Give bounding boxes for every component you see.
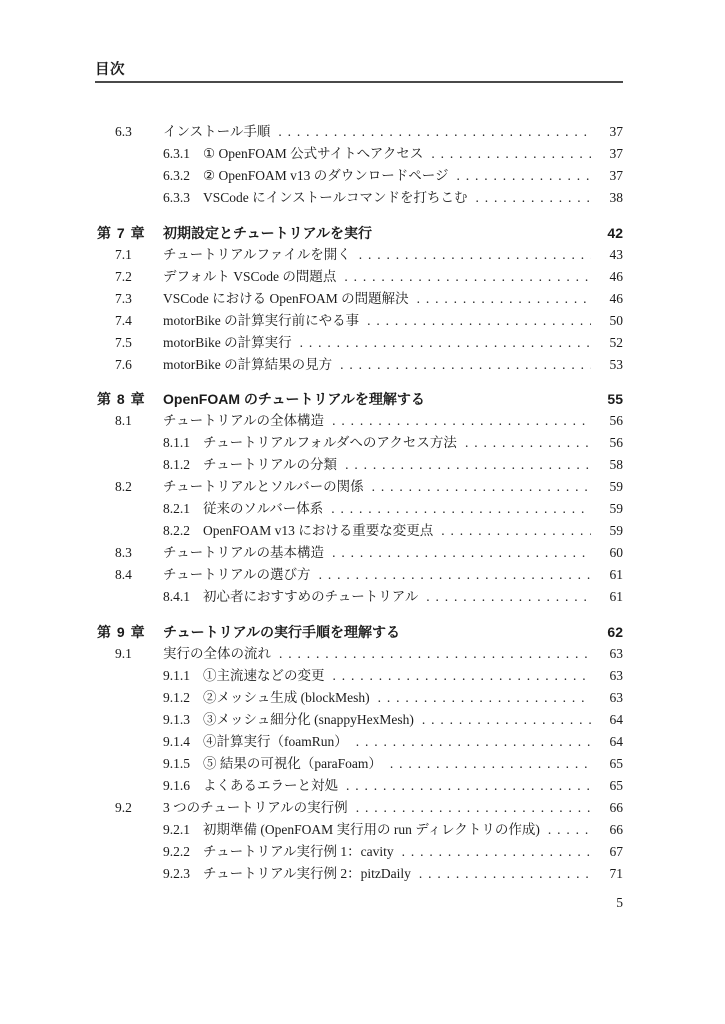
toc-entry-title: チュートリアルファイルを開く xyxy=(163,246,351,262)
toc-entry-page: 60 xyxy=(609,545,623,560)
toc-entry-title: チュートリアルとソルバーの関係 xyxy=(163,479,364,494)
toc-entry-number: 6.3.3 xyxy=(163,190,190,205)
toc-entry[interactable] xyxy=(95,753,623,775)
toc-entry-title: 実行の全体の流れ xyxy=(163,645,271,661)
toc-entry-title: チュートリアルの選び方 xyxy=(163,567,311,582)
toc-entry[interactable] xyxy=(95,143,623,165)
toc-entry[interactable] xyxy=(95,266,623,288)
page-header xyxy=(95,63,623,83)
toc-dot-leader xyxy=(390,753,591,775)
toc-entry-page: 61 xyxy=(609,589,623,604)
toc-entry[interactable] xyxy=(95,498,623,520)
toc-entry-page: 66 xyxy=(609,821,623,837)
toc-entry-page: 50 xyxy=(609,312,623,328)
toc-dot-leader xyxy=(431,143,591,165)
toc-entry-title: ②メッシュ生成 (blockMesh) xyxy=(203,689,370,705)
toc-entry-title: 3 つのチュートリアルの実行例 xyxy=(163,799,348,815)
page-header-title: 目次 xyxy=(95,63,623,83)
toc-dot-leader xyxy=(356,797,591,819)
toc-entry-number: 9.1.2 xyxy=(163,689,190,705)
toc-entry[interactable] xyxy=(95,187,623,209)
toc-entry[interactable] xyxy=(95,819,623,841)
toc-entry[interactable] xyxy=(95,687,623,709)
toc-entry-title: チュートリアル実行例 1：cavity xyxy=(203,843,394,859)
toc-entry[interactable] xyxy=(95,520,623,542)
toc-entry-title: motorBike の計算実行前にやる事 xyxy=(163,312,360,328)
toc-dot-leader xyxy=(331,498,591,520)
toc-entry-number: 8.2 xyxy=(115,479,132,494)
toc-dot-leader xyxy=(333,665,592,687)
toc-entry[interactable] xyxy=(95,775,623,797)
toc-entry-title: VSCode における OpenFOAM の問題解決 xyxy=(163,290,409,306)
toc-entry-number: 9.2 xyxy=(115,799,132,815)
toc-entry-page: 66 xyxy=(609,799,623,815)
toc-entry[interactable] xyxy=(95,841,623,863)
toc-dot-leader xyxy=(402,841,591,863)
toc-dot-leader xyxy=(417,288,591,310)
toc-entry-title: チュートリアル実行例 2：pitzDaily xyxy=(203,865,411,881)
toc-entry-page: 56 xyxy=(609,435,623,450)
toc-list xyxy=(95,121,623,885)
toc-entry[interactable] xyxy=(95,222,623,244)
toc-entry-number: 6.3.1 xyxy=(163,146,190,161)
toc-entry-number: 7.1 xyxy=(115,246,132,262)
toc-entry-title: インストール手順 xyxy=(163,124,271,139)
toc-entry-number: 9.1.3 xyxy=(163,711,190,727)
toc-dot-leader xyxy=(340,354,591,376)
toc-entry[interactable] xyxy=(95,621,623,643)
toc-entry[interactable] xyxy=(95,432,623,454)
toc-entry[interactable] xyxy=(95,586,623,608)
toc-entry-title: 初期準備 (OpenFOAM 実行用の run ディレクトリの作成) xyxy=(203,821,540,837)
toc-entry-number: 9.1.6 xyxy=(163,777,190,793)
toc-entry-page: 59 xyxy=(609,523,623,538)
toc-entry-number: 9.1.4 xyxy=(163,733,190,749)
toc-entry-page: 46 xyxy=(609,268,623,284)
toc-entry-page: 37 xyxy=(609,124,623,139)
toc-entry-title: OpenFOAM v13 における重要な変更点 xyxy=(203,523,434,538)
toc-entry-page: 64 xyxy=(609,711,623,727)
toc-entry-page: 62 xyxy=(607,623,623,640)
toc-dot-leader xyxy=(378,687,591,709)
toc-dot-leader xyxy=(300,332,591,354)
toc-entry[interactable] xyxy=(95,454,623,476)
toc-entry-page: 37 xyxy=(609,168,623,183)
toc-entry-title: ③メッシュ細分化 (snappyHexMesh) xyxy=(203,711,414,727)
toc-entry-page: 52 xyxy=(609,334,623,350)
toc-entry-number: 8.1.1 xyxy=(163,435,190,450)
toc-entry-page: 61 xyxy=(609,567,623,582)
toc-entry-title: デフォルト VSCode の問題点 xyxy=(163,268,337,284)
toc-entry-page: 38 xyxy=(609,190,623,205)
toc-dot-leader xyxy=(319,564,591,586)
toc-entry[interactable] xyxy=(95,288,623,310)
page-number: 5 xyxy=(616,895,623,910)
toc-entry-number: 9.2.1 xyxy=(163,821,190,837)
toc-entry[interactable] xyxy=(95,310,623,332)
toc-entry[interactable] xyxy=(95,542,623,564)
toc-entry-number: 9.1.1 xyxy=(163,667,190,683)
toc-entry-title: VSCode にインストールコマンドを打ちこむ xyxy=(203,190,468,205)
toc-entry-page: 65 xyxy=(609,777,623,793)
toc-entry[interactable] xyxy=(95,388,623,410)
toc-entry-title: チュートリアルの分類 xyxy=(203,457,338,472)
toc-entry-page: 53 xyxy=(609,356,623,372)
toc-dot-leader xyxy=(465,432,591,454)
toc-entry-page: 58 xyxy=(609,457,623,472)
toc-entry-number: 第 8 章 xyxy=(97,391,146,407)
toc-entry[interactable] xyxy=(95,244,623,266)
toc-entry-title: 従来のソルバー体系 xyxy=(203,501,324,516)
toc-entry-number: 6.3.2 xyxy=(163,168,190,183)
toc-entry-page: 63 xyxy=(609,689,623,705)
toc-entry[interactable] xyxy=(95,731,623,753)
toc-entry-number: 第 9 章 xyxy=(97,623,146,640)
toc-entry-number: 8.1 xyxy=(115,413,132,428)
toc-dot-leader xyxy=(422,709,591,731)
toc-entry-number: 9.2.2 xyxy=(163,843,190,859)
toc-dot-leader xyxy=(279,643,591,665)
toc-entry-page: 65 xyxy=(609,755,623,771)
toc-entry-number: 8.1.2 xyxy=(163,457,190,472)
toc-entry-page: 43 xyxy=(609,246,623,262)
toc-dot-leader xyxy=(441,520,591,542)
toc-dot-leader xyxy=(278,121,591,143)
toc-dot-leader xyxy=(346,775,591,797)
toc-entry-page: 55 xyxy=(607,391,623,407)
toc-entry-page: 67 xyxy=(609,843,623,859)
toc-entry[interactable] xyxy=(95,332,623,354)
toc-entry[interactable] xyxy=(95,121,623,143)
toc-dot-leader xyxy=(367,310,591,332)
toc-entry[interactable] xyxy=(95,165,623,187)
toc-entry-number: 8.4 xyxy=(115,567,132,582)
toc-dot-leader xyxy=(548,819,591,841)
toc-entry-number: 9.1 xyxy=(115,645,132,661)
toc-entry-page: 59 xyxy=(609,501,623,516)
toc-entry-title: チュートリアルフォルダへのアクセス方法 xyxy=(203,435,457,450)
toc-entry-title: ④計算実行（foamRun） xyxy=(203,733,348,749)
toc-entry-number: 6.3 xyxy=(115,124,132,139)
toc-entry-number: 7.3 xyxy=(115,290,132,306)
toc-entry-page: 46 xyxy=(609,290,623,306)
toc-entry-number: 8.2.2 xyxy=(163,523,190,538)
toc-entry-number: 第 7 章 xyxy=(97,224,146,241)
toc-dot-leader xyxy=(359,244,591,266)
toc-entry[interactable] xyxy=(95,665,623,687)
toc-entry-page: 63 xyxy=(609,667,623,683)
toc-dot-leader xyxy=(372,476,591,498)
toc-entry-page: 71 xyxy=(609,865,623,881)
toc-dot-leader xyxy=(345,454,591,476)
toc-entry-page: 59 xyxy=(609,479,623,494)
toc-entry-title: よくあるエラーと対処 xyxy=(203,777,338,793)
toc-dot-leader xyxy=(356,731,591,753)
toc-dot-leader xyxy=(475,187,591,209)
toc-entry-title: 初期設定とチュートリアルを実行 xyxy=(163,224,373,241)
toc-entry-number: 7.2 xyxy=(115,268,132,284)
toc-entry-number: 9.2.3 xyxy=(163,865,190,881)
toc-entry-title: チュートリアルの全体構造 xyxy=(163,413,325,428)
toc-entry-number: 8.3 xyxy=(115,545,132,560)
toc-entry-page: 56 xyxy=(609,413,623,428)
toc-dot-leader xyxy=(332,542,591,564)
toc-entry-title: チュートリアルの実行手順を理解する xyxy=(163,623,401,640)
toc-entry-number: 7.6 xyxy=(115,356,132,372)
toc-entry-title: 初心者におすすめのチュートリアル xyxy=(203,589,419,604)
toc-entry-title: ① OpenFOAM 公式サイトへアクセス xyxy=(203,146,424,161)
toc-entry-title: OpenFOAM のチュートリアルを理解する xyxy=(163,391,425,407)
toc-entry[interactable] xyxy=(95,863,623,885)
toc-dot-leader xyxy=(419,863,591,885)
toc-dot-leader xyxy=(426,586,591,608)
toc-entry[interactable] xyxy=(95,709,623,731)
toc-entry-number: 8.4.1 xyxy=(163,589,190,604)
toc-entry[interactable] xyxy=(95,410,623,432)
toc-entry-number: 7.4 xyxy=(115,312,132,328)
toc-entry-number: 7.5 xyxy=(115,334,132,350)
toc-entry-title: ⑤ 結果の可視化（paraFoam） xyxy=(203,755,382,771)
toc-entry-page: 63 xyxy=(609,645,623,661)
toc-entry[interactable] xyxy=(95,564,623,586)
toc-entry-number: 9.1.5 xyxy=(163,755,190,771)
page-footer xyxy=(616,893,623,913)
toc-entry-page: 42 xyxy=(607,224,623,241)
toc-entry[interactable] xyxy=(95,476,623,498)
toc-entry[interactable] xyxy=(95,354,623,376)
toc-dot-leader xyxy=(344,266,591,288)
toc-entry[interactable] xyxy=(95,643,623,665)
toc-entry-number: 8.2.1 xyxy=(163,501,190,516)
toc-dot-leader xyxy=(332,410,591,432)
toc-entry-page: 64 xyxy=(609,733,623,749)
toc-entry[interactable] xyxy=(95,797,623,819)
toc-entry-title: motorBike の計算結果の見方 xyxy=(163,356,333,372)
toc-dot-leader xyxy=(456,165,591,187)
toc-entry-title: ② OpenFOAM v13 のダウンロードページ xyxy=(203,168,449,183)
toc-entry-title: ①主流速などの変更 xyxy=(203,667,325,683)
toc-entry-title: チュートリアルの基本構造 xyxy=(163,545,325,560)
toc-entry-title: motorBike の計算実行 xyxy=(163,334,292,350)
toc-entry-page: 37 xyxy=(609,146,623,161)
